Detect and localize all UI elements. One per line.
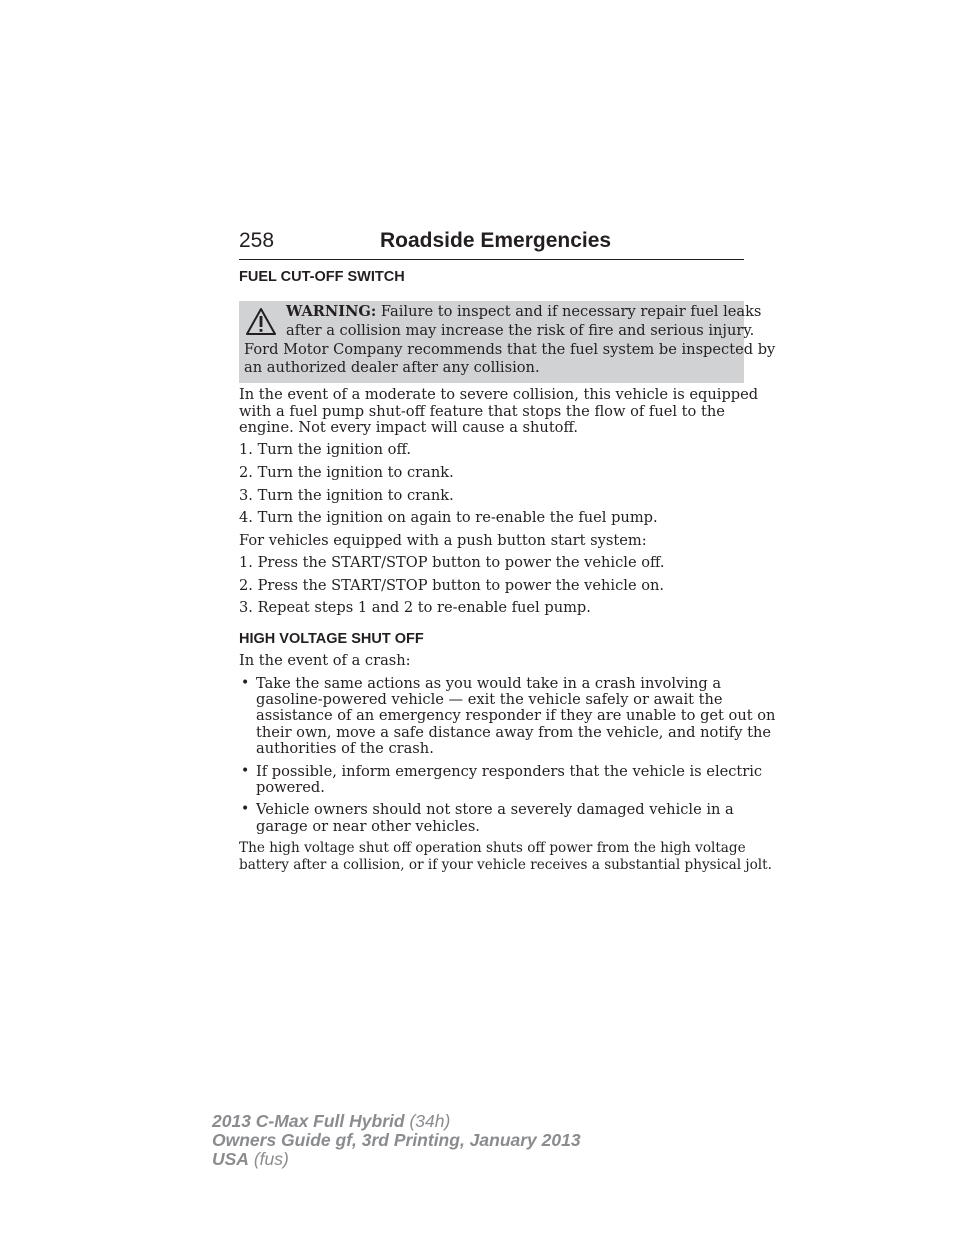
warning-text-1: Failure to inspect and if necessary repair fuel leaks (380, 303, 762, 320)
warning-triangle-icon (245, 307, 277, 337)
warning-line-1 (286, 303, 761, 321)
intro-line-2: with a fuel pump shut-off feature that stops the flow of fuel to the (239, 403, 725, 420)
footer-line-1 (212, 1112, 581, 1131)
bullet-3-line: garage or near other vehicles. (256, 818, 480, 835)
bullet-2-line: powered. (256, 779, 325, 796)
bullet-marker: • (241, 763, 250, 779)
intro-line-1: In the event of a moderate to severe collision, this vehicle is equipped (239, 386, 759, 403)
push-button-intro: For vehicles equipped with a push button start system: (239, 532, 647, 549)
push-step-item: 2. Press the START/STOP button to power the vehicle on. (239, 577, 665, 594)
step-item: 2. Turn the ignition to crank. (239, 464, 454, 481)
push-step-item: 3. Repeat steps 1 and 2 to re-enable fuel pump. (239, 599, 591, 616)
footer-model-code: (34h) (409, 1111, 451, 1131)
page-footer (212, 1112, 581, 1169)
section-title-fuel-cutoff: FUEL CUT-OFF SWITCH (239, 269, 405, 285)
footer-guide-info: Owners Guide gf, 3rd Printing, January 2013 (212, 1130, 581, 1150)
closing-line-1: The high voltage shut off operation shuts off power from the high voltage (239, 840, 746, 856)
bullet-marker: • (241, 801, 250, 817)
section-title-high-voltage: HIGH VOLTAGE SHUT OFF (239, 631, 424, 647)
footer-market: USA (212, 1149, 249, 1169)
bullet-1-line: authorities of the crash. (256, 740, 434, 757)
bullet-marker: • (241, 675, 250, 691)
closing-line-2: battery after a collision, or if your vehicle receives a substantial physical jolt. (239, 857, 772, 873)
step-item: 4. Turn the ignition on again to re-enable the fuel pump. (239, 509, 658, 526)
step-item: 3. Turn the ignition to crank. (239, 487, 454, 504)
warning-line-4: an authorized dealer after any collision. (244, 359, 540, 376)
footer-model: 2013 C-Max Full Hybrid (212, 1111, 405, 1131)
footer-market-code: (fus) (253, 1149, 289, 1169)
crash-intro: In the event of a crash: (239, 652, 411, 669)
bullet-1-line: gasoline-powered vehicle — exit the vehicle safely or await the (256, 691, 723, 708)
step-item: 1. Turn the ignition off. (239, 441, 411, 458)
bullet-3-line: Vehicle owners should not store a severely damaged vehicle in a (256, 801, 734, 818)
page-header (239, 229, 744, 260)
intro-line-3: engine. Not every impact will cause a shutoff. (239, 419, 578, 436)
bullet-1-line: their own, move a safe distance away from the vehicle, and notify the (256, 724, 772, 741)
chapter-title: Roadside Emergencies (380, 229, 612, 252)
push-step-item: 1. Press the START/STOP button to power the vehicle off. (239, 554, 665, 571)
warning-box (239, 301, 776, 383)
bullet-2-line: If possible, inform emergency responders that the vehicle is electric (256, 763, 763, 780)
warning-label: WARNING: (286, 303, 377, 320)
warning-line-2: after a collision may increase the risk of fire and serious injury. (286, 322, 755, 339)
bullet-1-line: Take the same actions as you would take in a crash involving a (256, 675, 722, 692)
bullet-1-line: assistance of an emergency responder if they are unable to get out on (256, 707, 776, 724)
footer-line-3 (212, 1150, 581, 1169)
footer-line-2 (212, 1131, 581, 1150)
warning-line-3: Ford Motor Company recommends that the fuel system be inspected by (244, 341, 776, 358)
page-number: 258 (239, 229, 275, 252)
